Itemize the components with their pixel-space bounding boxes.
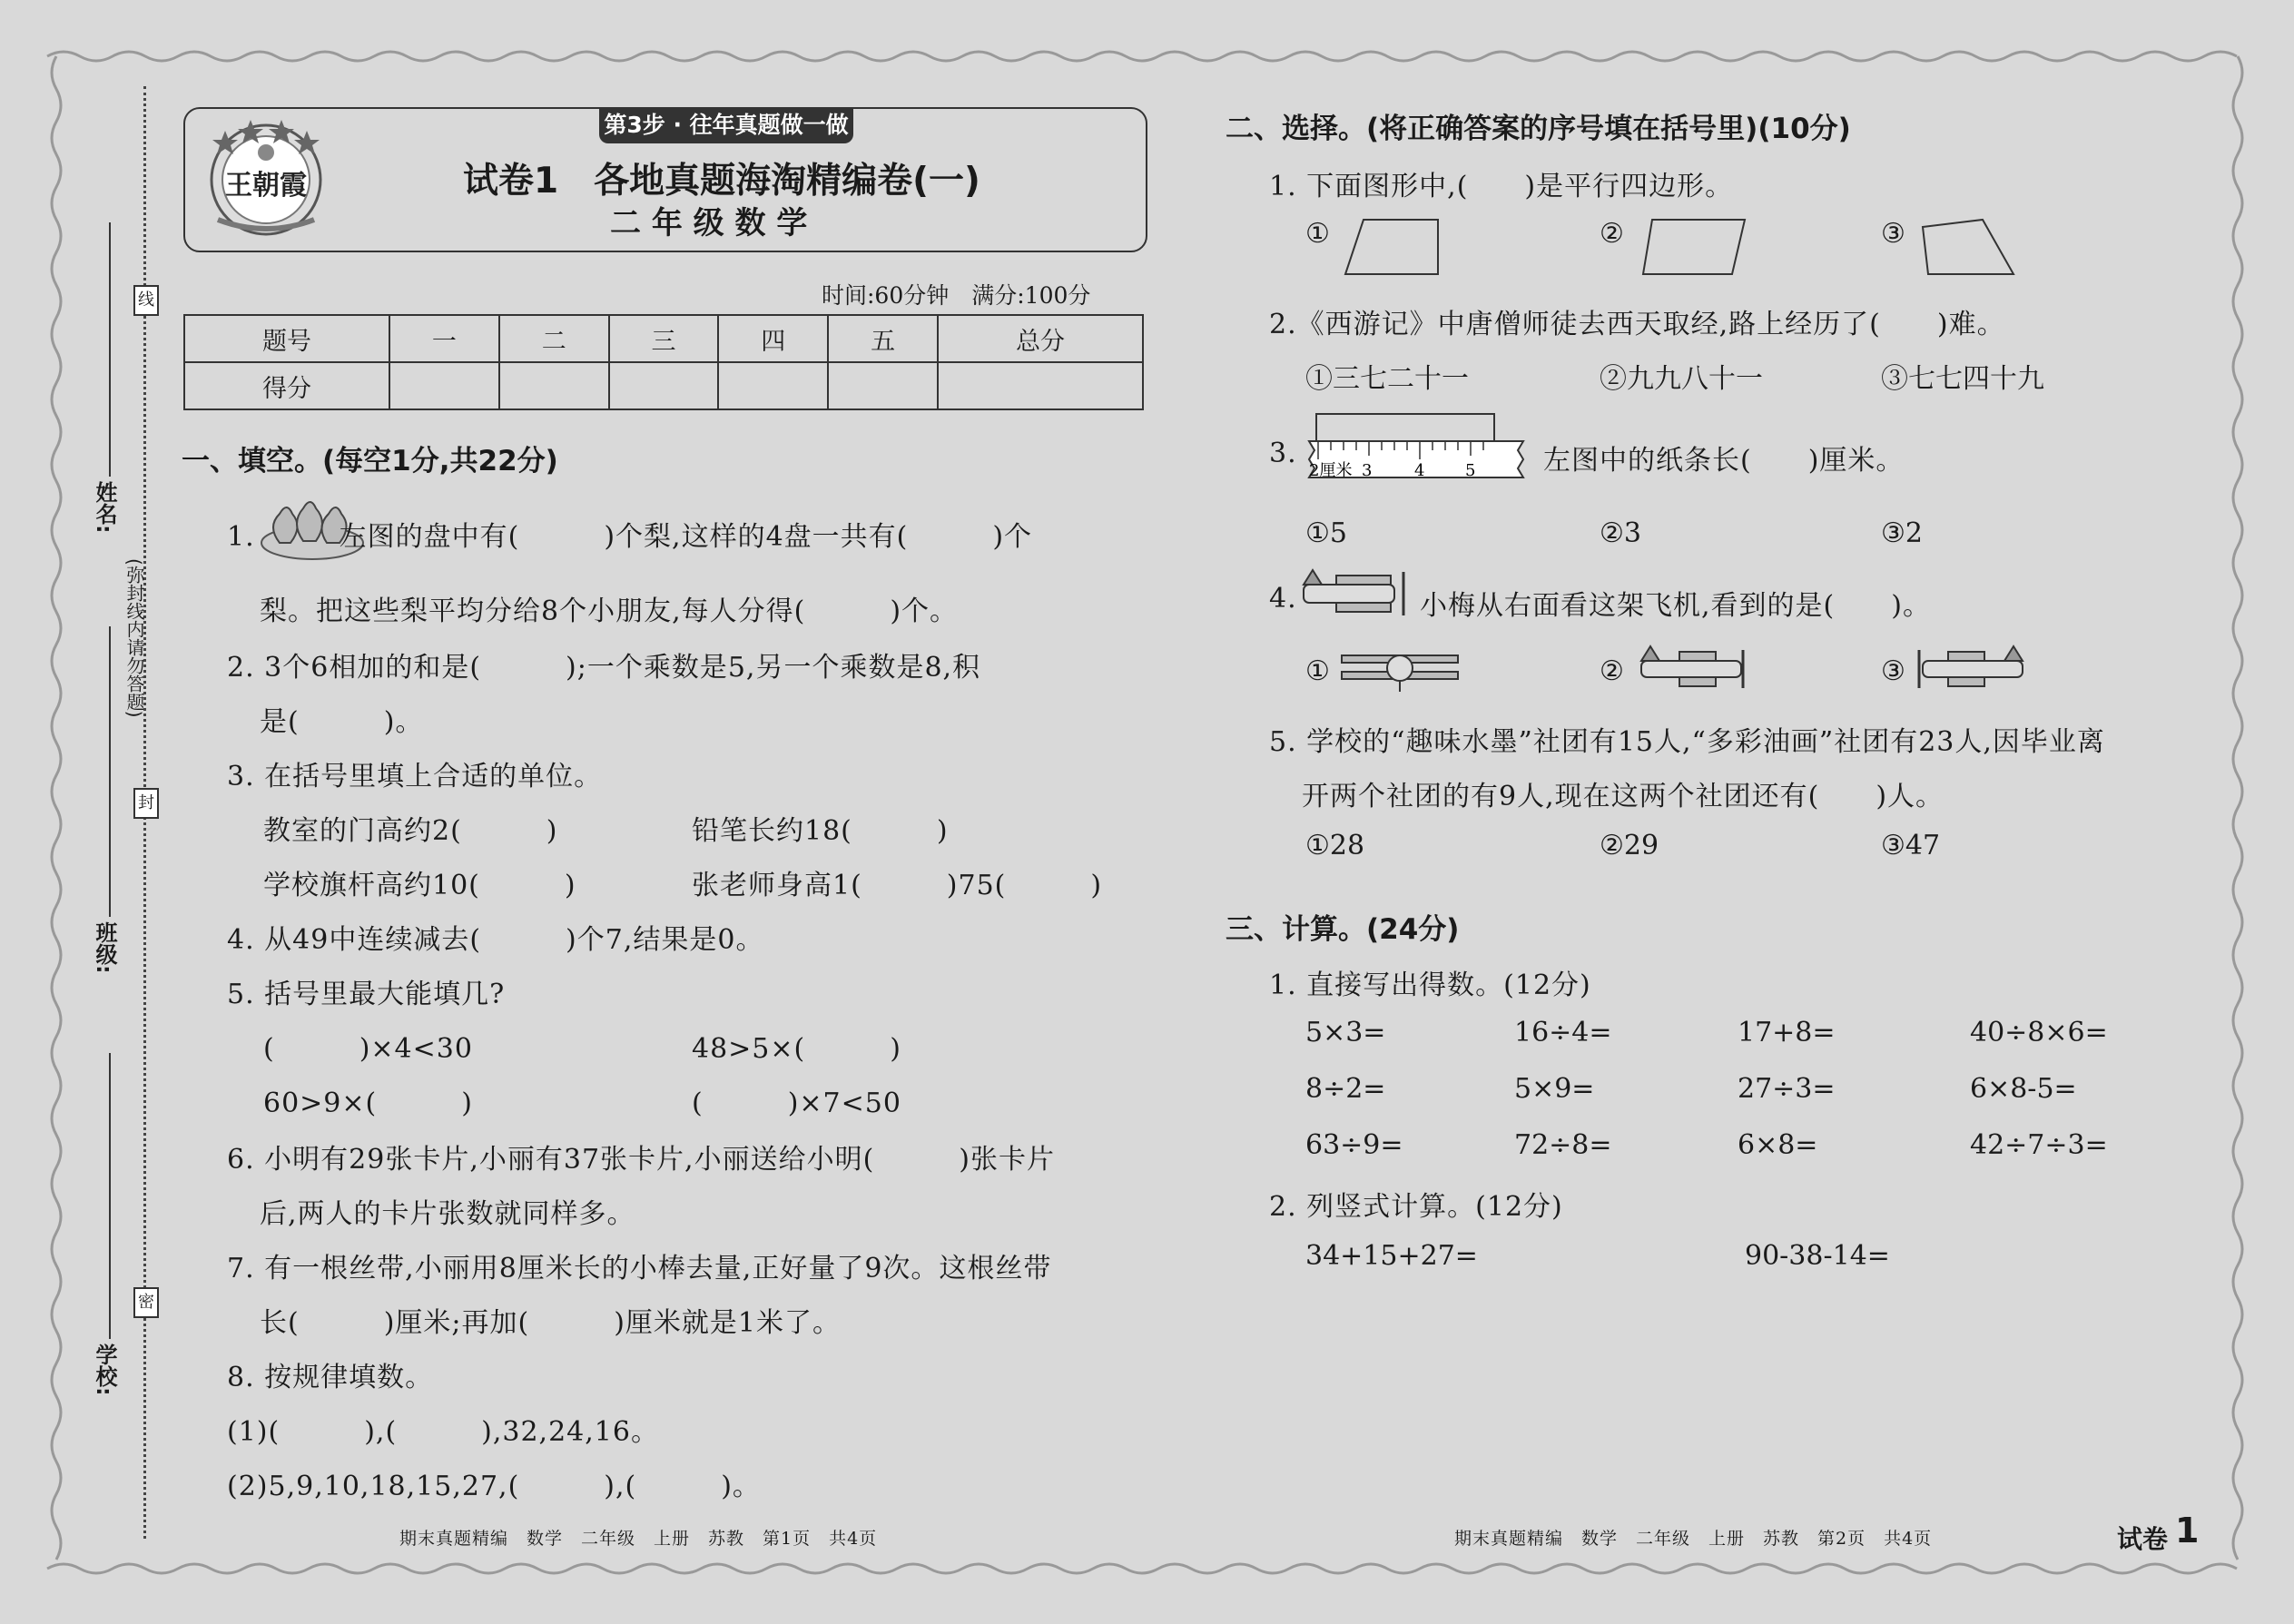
s1-q3-item: 学校旗杆高约10( ) [263, 870, 576, 901]
s1-q6-line1: 6. 小明有29张卡片,小丽有37张卡片,小丽送给小明( )张卡片 [227, 1144, 1055, 1176]
table-cell: 四 [718, 315, 828, 362]
ruler-label: 3 [1362, 461, 1373, 480]
s2-q4: 小梅从右面看这架飞机,看到的是( )。 [1420, 590, 1931, 622]
school-label: 学校: [92, 1343, 117, 1396]
name-label: 姓名: [92, 481, 117, 534]
shape-trapezoid-icon [1342, 216, 1442, 280]
table-cell: 总分 [938, 315, 1143, 362]
s1-q1-line2: 梨。把这些梨平均分给8个小朋友,每人分得( )个。 [260, 595, 959, 627]
s1-q5-item: 48>5×( ) [692, 1033, 901, 1065]
s1-q7-line1: 7. 有一根丝带,小丽用8厘米长的小棒去量,正好量了9次。这根丝带 [227, 1253, 1052, 1284]
s2-q3-opt: ②3 [1600, 517, 1641, 549]
s3-q2: 2. 列竖式计算。(12分) [1269, 1191, 1563, 1223]
shape-parallelogram-icon [1639, 216, 1748, 280]
s2-q1-opt: ② [1600, 218, 1624, 250]
ruler-paper-strip-icon [1305, 410, 1541, 492]
s1-q5-item: 60>9×( ) [263, 1088, 473, 1119]
airplane-view-1-icon [1338, 643, 1462, 694]
section3-title: 三、计算。(24分) [1226, 913, 1460, 946]
s1-q6-line2: 后,两人的卡片张数就同样多。 [260, 1198, 635, 1230]
class-field[interactable] [109, 626, 111, 917]
table-cell: 五 [828, 315, 938, 362]
no-answer-notice: (弥封线内请勿答题) [123, 558, 145, 718]
score-cell[interactable] [389, 362, 499, 409]
school-field[interactable] [109, 1053, 111, 1339]
logo-text: 王朝霞 [225, 170, 307, 202]
s1-q5-item: ( )×4<30 [263, 1033, 473, 1065]
paper-number: 1 [2175, 1511, 2200, 1550]
section2-title: 二、选择。(将正确答案的序号填在括号里)(10分) [1226, 113, 1851, 145]
s2-q1-opt: ③ [1881, 218, 1905, 250]
calc-item: 6×8= [1738, 1129, 1818, 1161]
airplane-front-icon [1300, 566, 1418, 621]
s1-q2-line2: 是( )。 [260, 706, 424, 738]
s1-q5: 5. 括号里最大能填几? [227, 979, 506, 1010]
s1-q3-item: 张老师身高1( )75( ) [692, 870, 1103, 901]
calc-item: 6×8-5= [1970, 1073, 2077, 1105]
ruler-label: 2厘米 [1309, 461, 1353, 480]
paper-label: 试卷 [2117, 1524, 2169, 1554]
s2-q4-opt: ③ [1881, 655, 1905, 687]
s1-q5-item: ( )×7<50 [692, 1088, 901, 1119]
score-table [183, 314, 1144, 410]
s2-q3-num: 3. [1269, 438, 1297, 469]
time-info: 时间:60分钟 满分:100分 [822, 282, 1091, 309]
shape-quadrilateral-icon [1917, 216, 2017, 280]
table-cell: 三 [609, 315, 719, 362]
score-cell[interactable] [718, 362, 828, 409]
calc-item: 42÷7÷3= [1970, 1129, 2108, 1161]
s2-q5-opt: ③47 [1881, 830, 1941, 861]
s2-q3-opt: ①5 [1305, 517, 1347, 549]
calc-item: 40÷8×6= [1970, 1017, 2108, 1048]
ruler-label: 4 [1414, 461, 1425, 480]
s1-q4: 4. 从49中连续减去( )个7,结果是0。 [227, 924, 764, 956]
score-table-row [184, 315, 1143, 362]
seal-char-dense: 密 [133, 1287, 159, 1318]
s1-q7-line2: 长( )厘米;再加( )厘米就是1米了。 [260, 1307, 842, 1339]
score-cell[interactable] [609, 362, 719, 409]
s1-q8: 8. 按规律填数。 [227, 1362, 434, 1393]
table-cell: 题号 [184, 315, 389, 362]
class-label: 班级: [92, 921, 117, 974]
name-field[interactable] [109, 222, 111, 477]
calc-item: 27÷3= [1738, 1073, 1836, 1105]
calc-item: 5×9= [1514, 1073, 1595, 1105]
table-cell: 二 [499, 315, 609, 362]
paper-title: 试卷1 各地真题海淘精编卷(一) [463, 161, 980, 202]
airplane-view-3-icon [1912, 643, 2030, 694]
score-cell[interactable] [499, 362, 609, 409]
brand-logo [198, 113, 334, 247]
s2-q2-opt: ②九九八十一 [1600, 363, 1763, 395]
s2-q5-line2: 开两个社团的有9人,现在这两个社团还有( )人。 [1302, 781, 1944, 812]
s2-q5-opt: ②29 [1600, 830, 1659, 861]
seal-char-seal: 封 [133, 788, 159, 819]
calc-item: 63÷9= [1305, 1129, 1403, 1161]
s1-q3-item: 铅笔长约18( ) [692, 815, 949, 847]
s1-q3-item: 教室的门高约2( ) [263, 815, 558, 847]
s2-q1-opt: ① [1305, 218, 1330, 250]
score-cell[interactable] [828, 362, 938, 409]
s1-q8-item: (2)5,9,10,18,15,27,( ),( )。 [227, 1471, 761, 1502]
s1-q8-item: (1)( ),( ),32,24,16。 [227, 1416, 659, 1448]
s2-q4-num: 4. [1269, 583, 1297, 615]
table-cell: 一 [389, 315, 499, 362]
vertical-calc-item: 34+15+27= [1305, 1240, 1478, 1272]
seal-char-line: 线 [133, 285, 159, 316]
calc-item: 8÷2= [1305, 1073, 1386, 1105]
s2-q2-opt: ①三七二十一 [1305, 363, 1469, 395]
footer-left: 期末真题精编 数学 二年级 上册 苏教 第1页 共4页 [399, 1529, 878, 1549]
s2-q2: 2.《西游记》中唐僧师徒去西天取经,路上经历了( )难。 [1269, 309, 2005, 340]
s1-q2-line1: 2. 3个6相加的和是( );一个乘数是5,另一个乘数是8,积 [227, 652, 981, 684]
s2-q2-opt: ③七七四十九 [1881, 363, 2044, 395]
vertical-calc-item: 90-38-14= [1745, 1240, 1890, 1272]
calc-item: 72÷8= [1514, 1129, 1612, 1161]
ruler-label: 5 [1465, 461, 1476, 480]
footer-right: 期末真题精编 数学 二年级 上册 苏教 第2页 共4页 [1454, 1529, 1933, 1549]
step-banner: 第3步 · 往年真题做一做 [599, 107, 853, 143]
s2-q1: 1. 下面图形中,( )是平行四边形。 [1269, 171, 1734, 202]
s2-q3: 左图中的纸条长( )厘米。 [1543, 445, 1905, 477]
calc-item: 5×3= [1305, 1017, 1386, 1048]
calc-item: 16÷4= [1514, 1017, 1612, 1048]
s3-q1: 1. 直接写出得数。(12分) [1269, 969, 1591, 1001]
airplane-view-2-icon [1634, 643, 1752, 694]
score-table-row [184, 362, 1143, 409]
paper-subtitle: 二 年 级 数 学 [610, 205, 808, 241]
s2-q5-line1: 5. 学校的“趣味水墨”社团有15人,“多彩油画”社团有23人,因毕业离 [1269, 726, 2105, 758]
s1-q1-line1: 1. 左图的盘中有( )个梨,这样的4盘一共有( )个 [227, 521, 1033, 553]
score-cell[interactable] [938, 362, 1143, 409]
s2-q5-opt: ①28 [1305, 830, 1365, 861]
s1-q3: 3. 在括号里填上合适的单位。 [227, 761, 603, 792]
s2-q3-opt: ③2 [1881, 517, 1923, 549]
s2-q4-opt: ① [1305, 655, 1330, 687]
s2-q4-opt: ② [1600, 655, 1624, 687]
calc-item: 17+8= [1738, 1017, 1836, 1048]
section1-title: 一、填空。(每空1分,共22分) [182, 445, 558, 477]
table-cell: 得分 [184, 362, 389, 409]
